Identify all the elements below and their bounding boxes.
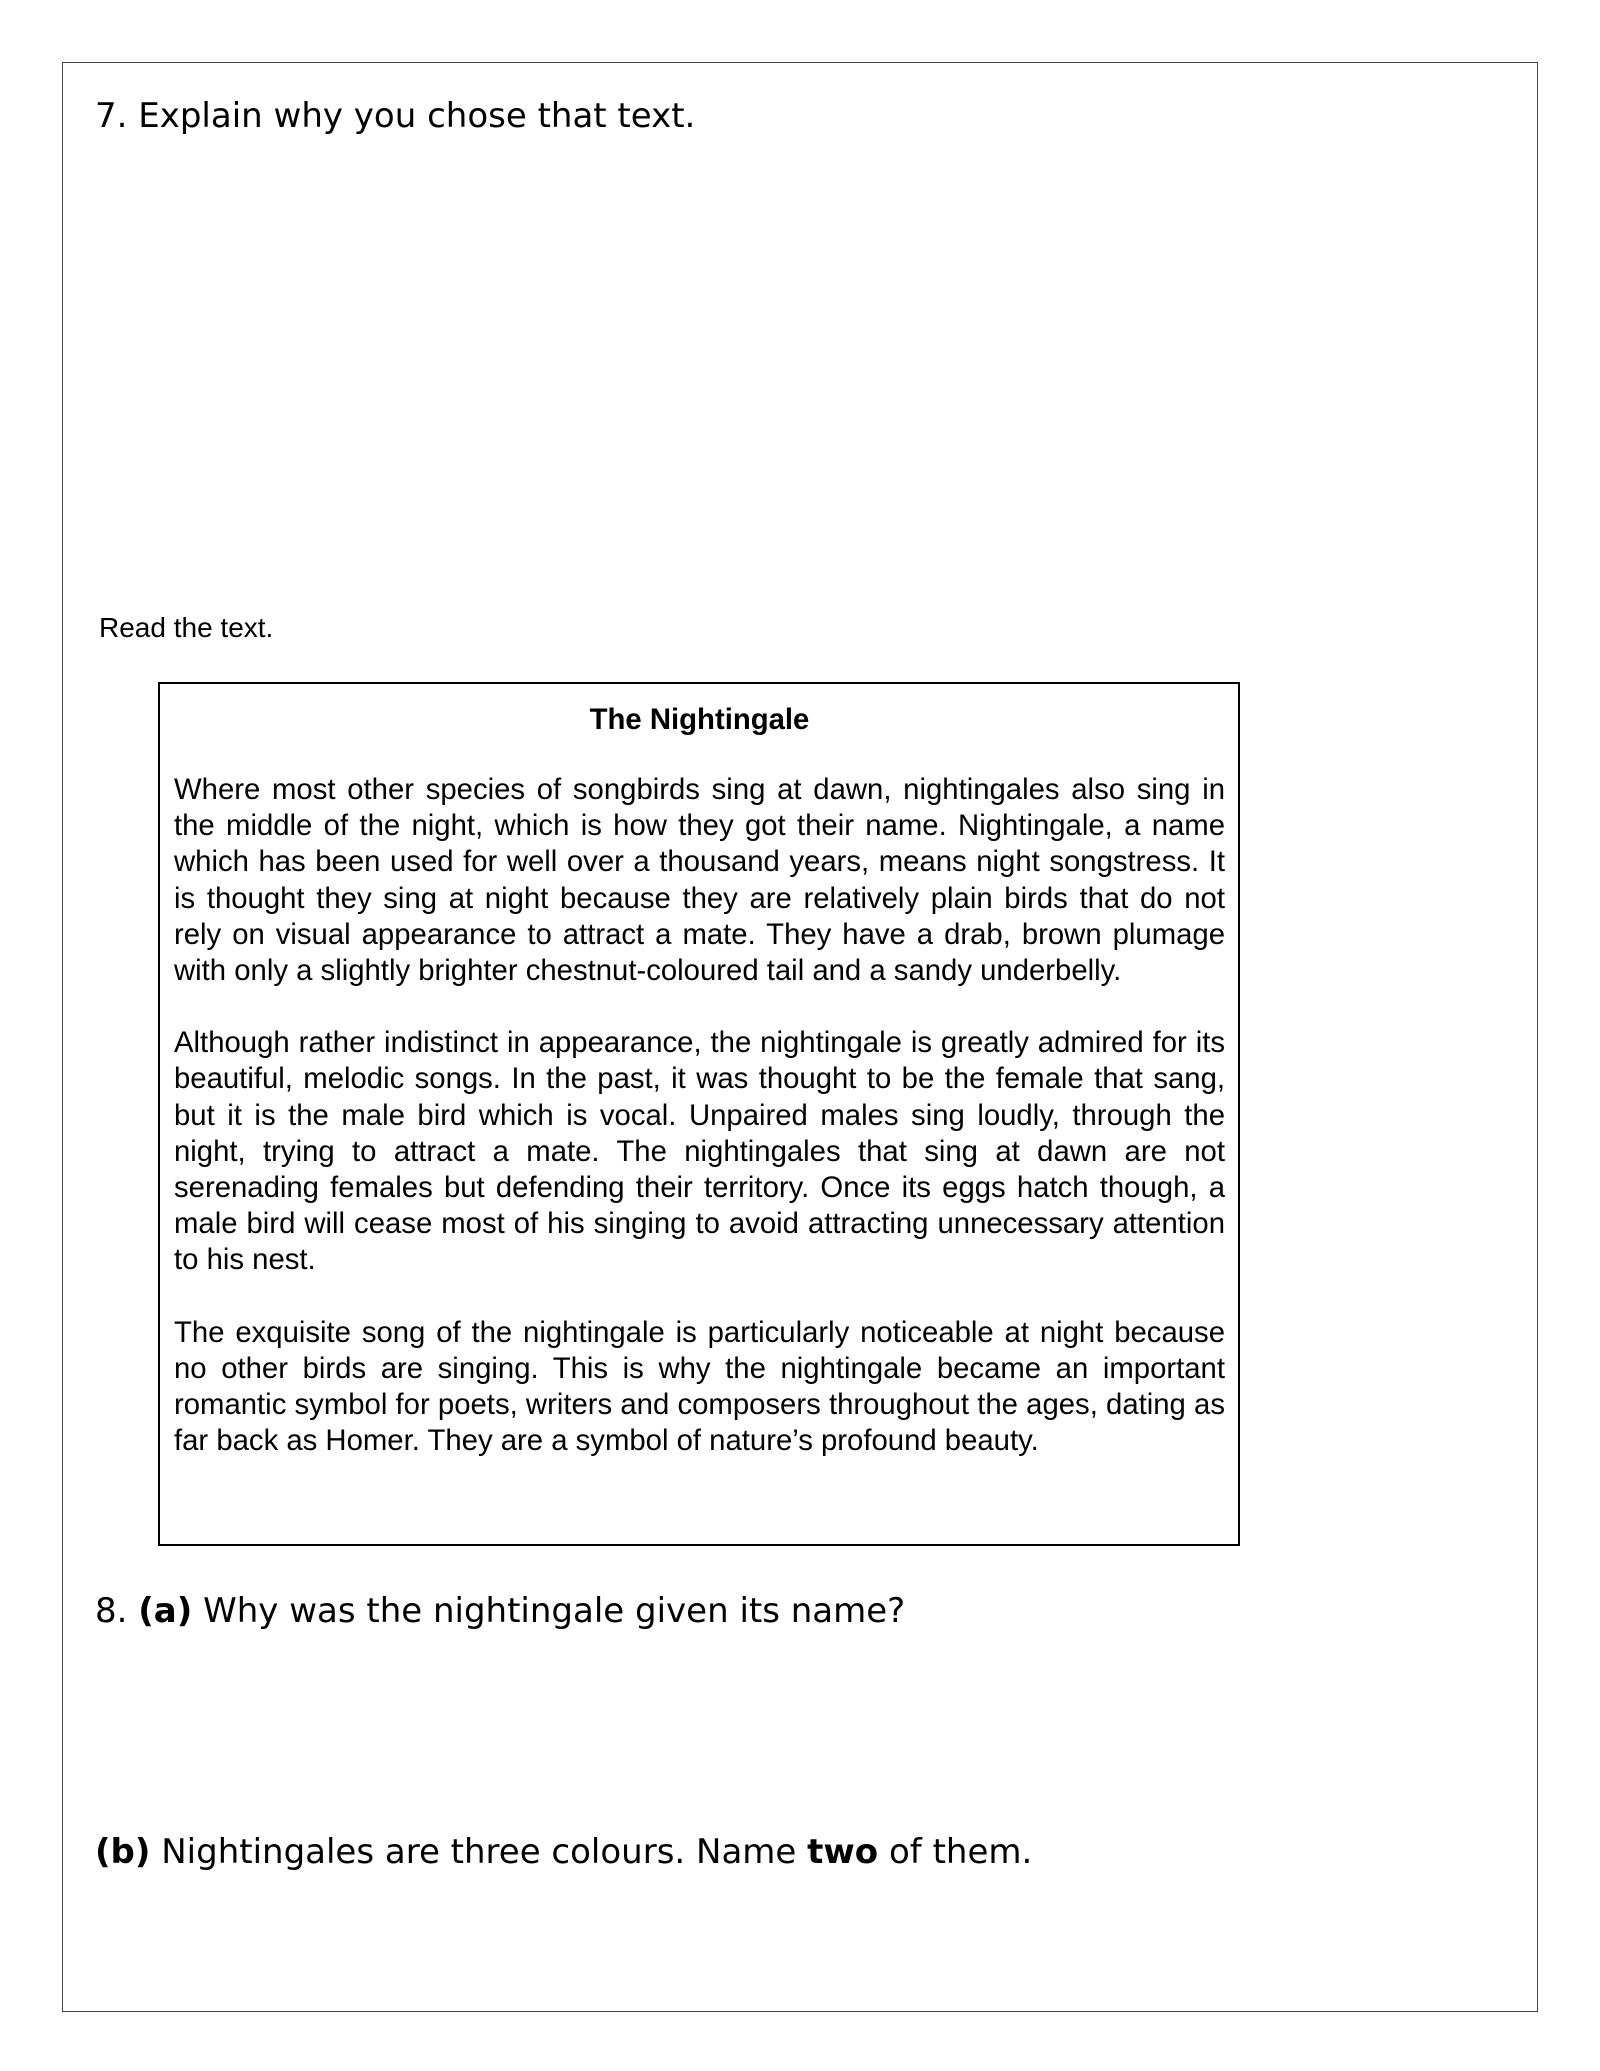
question-8b-text-before: Nightingales are three colours. Name [161,1832,797,1872]
passage-box [158,682,1240,1546]
question-8a-text: Why was the nightingale given its name? [203,1591,906,1631]
question-8-number: 8. [95,1591,128,1631]
question-8b-text-after: of them. [888,1832,1033,1872]
question-8a-part: (a) [138,1591,193,1631]
passage-title: The Nightingale [589,703,810,736]
question-8b [95,1832,1032,1872]
question-8a [95,1591,905,1631]
passage-paragraph-3: The exquisite song of the nightingale is particularly noticeable at night because no other birds are singing. This is why the nightingale became an important romantic symbol for poets, writers and composers throughout the ages, dating as far back as Homer. They are a symbol of nature’s profound beauty. [174,1315,1225,1458]
question-8b-part: (b) [95,1832,151,1872]
question-7 [95,96,695,136]
passage-paragraph-2: Although rather indistinct in appearance, the nightingale is greatly admired for its beautiful, melodic songs. In the past, it was thought to be the female that sang, but it is the male bird which is vocal. Unpaired males sing loudly, through the night, trying to attract a mate. The nightingales that sing at dawn are not serenading females but defending their territory. Once its eggs hatch though, a male bird will cease most of his singing to avoid attracting unnecessary attention to his nest. [174,1026,1225,1277]
question-8b-emphasis: two [807,1832,879,1872]
passage-paragraph-1: Where most other species of songbirds sing at dawn, nightingales also sing in the middle of the night, which is how they got their name. Nightingale, a name which has been used for well over a thousand years, means night songstress. It is thought they sing at night because they are relatively plain birds that do not rely on visual appearance to attract a mate. They have a drab, brown plumage with only a slightly brighter chestnut-coloured tail and a sandy underbelly. [174,773,1225,988]
question-7-text: 7. Explain why you chose that text. [95,96,696,136]
reading-instruction: Read the text. [99,612,274,643]
